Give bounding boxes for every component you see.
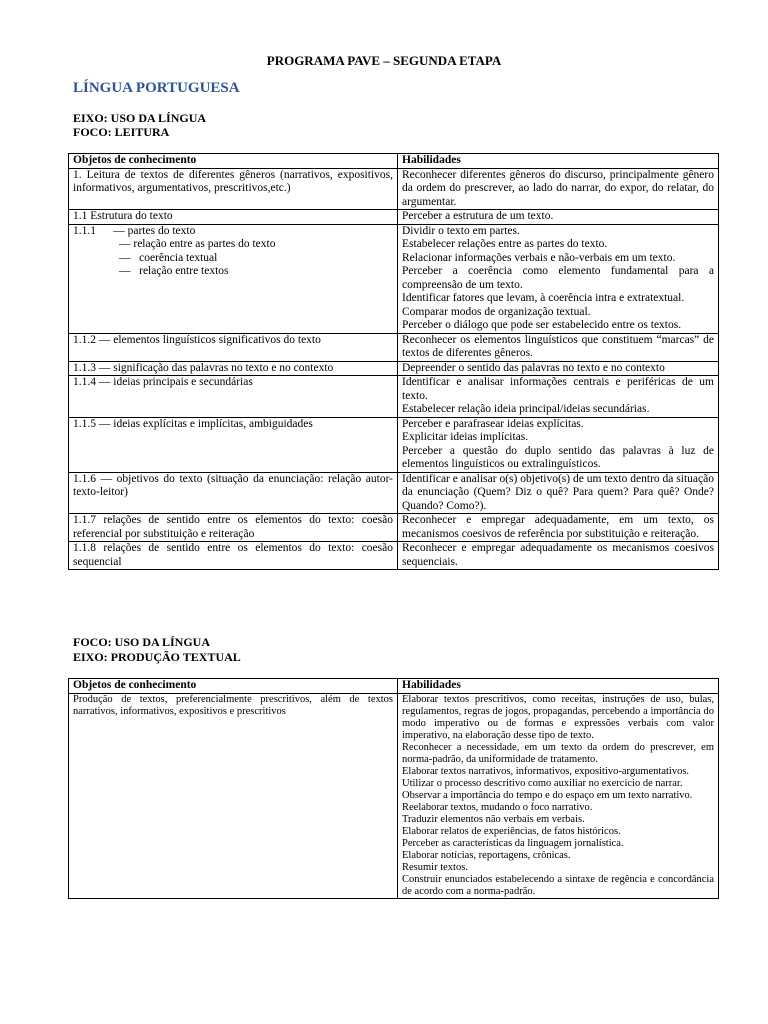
skills-cell bbox=[398, 333, 719, 361]
skill-line: Identificar e analisar informações centrais e periféricas de um texto. bbox=[402, 376, 714, 402]
skill-line: Observar a importância do tempo e do espaço em um texto narrativo. bbox=[402, 789, 693, 801]
column-header-skills: Habilidades bbox=[398, 154, 719, 169]
skill-line: Reconhecer a necessidade, em um texto da ordem do prescrever, em norma-padrão, da uniformidade de tratamento. bbox=[402, 741, 714, 765]
skills-cell bbox=[398, 376, 719, 418]
knowledge-object-cell bbox=[69, 333, 398, 361]
knowledge-object-cell bbox=[69, 168, 398, 210]
skill-line: Reconhecer e empregar adequadamente os mecanismos coesivos sequenciais. bbox=[402, 542, 714, 568]
table-row bbox=[69, 361, 719, 376]
reading-skills-table bbox=[68, 153, 719, 570]
table-row bbox=[69, 693, 719, 898]
skill-line: Utilizar o processo descritivo como auxiliar no exercício de narrar. bbox=[402, 777, 683, 789]
skill-line: Construir enunciados estabelecendo a sintaxe de regência e concordância de acordo com a norma-padrão. bbox=[402, 873, 714, 897]
subject-heading: LÍNGUA PORTUGUESA bbox=[73, 80, 240, 96]
skill-line: Reelaborar textos, mudando o foco narrativo. bbox=[402, 801, 593, 813]
skill-line: Perceber o diálogo que pode ser estabelecido entre os textos. bbox=[402, 319, 682, 331]
skill-line: Perceber a questão do duplo sentido das palavras à luz de elementos linguísticos ou extralinguísticos. bbox=[402, 444, 714, 470]
table-row bbox=[69, 333, 719, 361]
skill-line: Reconhecer e empregar adequadamente, em um texto, os mecanismos coesivos de referência por substituição e reiteração. bbox=[402, 514, 714, 540]
knowledge-object-line: 1.1.8 relações de sentido entre os elementos do texto: coesão sequencial bbox=[73, 542, 393, 568]
table-row bbox=[69, 376, 719, 418]
knowledge-object-cell bbox=[69, 210, 398, 225]
knowledge-object-cell bbox=[69, 361, 398, 376]
table-row bbox=[69, 417, 719, 472]
section1-eixo: EIXO: USO DA LÍNGUA bbox=[73, 111, 207, 125]
page-title: PROGRAMA PAVE – SEGUNDA ETAPA bbox=[266, 53, 502, 68]
knowledge-object-line: 1.1.4 — ideias principais e secundárias bbox=[73, 376, 253, 388]
skills-cell bbox=[398, 210, 719, 225]
knowledge-object-line: 1.1 Estrutura do texto bbox=[73, 210, 173, 222]
knowledge-object-line: — relação entre as partes do texto bbox=[119, 238, 276, 250]
knowledge-object-line: Produção de textos, preferencialmente prescritivos, além de textos narrativos, informativos, expositivos e prescritivos bbox=[73, 693, 393, 717]
knowledge-object-line: 1. Leitura de textos de diferentes gêneros (narrativos, expositivos, informativos, argumentativos, prescritivos,etc.) bbox=[73, 168, 393, 194]
skills-cell bbox=[398, 542, 719, 570]
knowledge-object-line: 1.1.6 — objetivos do texto (situação da enunciação: relação autor-texto-leitor) bbox=[73, 472, 393, 498]
skills-cell bbox=[398, 224, 719, 333]
knowledge-object-cell bbox=[69, 376, 398, 418]
skill-line: Perceber a estrutura de um texto. bbox=[402, 210, 554, 222]
skill-line: Resumir textos. bbox=[402, 861, 468, 873]
skill-line: Elaborar relatos de experiências, de fatos históricos. bbox=[402, 825, 621, 837]
skill-line: Elaborar notícias, reportagens, crônicas. bbox=[402, 849, 571, 861]
skills-cell bbox=[398, 361, 719, 376]
skills-cell bbox=[398, 693, 719, 898]
knowledge-object-cell bbox=[69, 224, 398, 333]
section2-foco: FOCO: USO DA LÍNGUA bbox=[73, 635, 211, 649]
knowledge-object-cell bbox=[69, 542, 398, 570]
skill-line: Perceber as características da linguagem jornalística. bbox=[402, 837, 624, 849]
table-header-row bbox=[69, 154, 719, 169]
knowledge-object-cell bbox=[69, 417, 398, 472]
skill-line: Perceber e parafrasear ideias explícitas. bbox=[402, 417, 584, 430]
skill-line: Estabelecer relações entre as partes do texto. bbox=[402, 238, 608, 250]
knowledge-object-line: 1.1.2 — elementos linguísticos significativos do texto bbox=[73, 333, 321, 346]
column-header-objects: Objetos de conhecimento bbox=[69, 154, 398, 169]
section2-eixo: EIXO: PRODUÇÃO TEXTUAL bbox=[73, 650, 241, 664]
skills-cell bbox=[398, 472, 719, 514]
skills-cell bbox=[398, 417, 719, 472]
column-header-skills: Habilidades bbox=[398, 679, 719, 694]
table-header-row bbox=[69, 679, 719, 694]
skill-line: Reconhecer os elementos linguísticos que constituem “marcas” de textos de diferentes gêneros. bbox=[402, 333, 714, 359]
knowledge-object-line: 1.1.3 — significação das palavras no texto e no contexto bbox=[73, 361, 334, 374]
skill-line: Reconhecer diferentes gêneros do discurso, principalmente gênero da ordem do prescrever, ao lado do narrar, do expor, do relatar, do argumentar. bbox=[402, 168, 714, 208]
production-skills-table bbox=[68, 678, 719, 899]
knowledge-object-line: — coerência textual bbox=[119, 251, 218, 264]
table-row bbox=[69, 168, 719, 210]
skill-line: Explicitar ideias implícitas. bbox=[402, 431, 529, 443]
skill-line: Estabelecer relação ideia principal/ideias secundárias. bbox=[402, 403, 650, 415]
skill-line: Dividir o texto em partes. bbox=[402, 224, 520, 237]
knowledge-object-cell bbox=[69, 693, 398, 898]
knowledge-object-line: 1.1.5 — ideias explícitas e implícitas, ambiguidades bbox=[73, 417, 313, 430]
table-row bbox=[69, 514, 719, 542]
skill-line: Traduzir elementos não verbais em verbais. bbox=[402, 813, 585, 825]
skill-line: Elaborar textos narrativos, informativos, expositivo-argumentativos. bbox=[402, 765, 690, 777]
table-row bbox=[69, 224, 719, 333]
skill-line: Depreender o sentido das palavras no texto e no contexto bbox=[402, 361, 665, 374]
knowledge-object-line: 1.1.7 relações de sentido entre os elementos do texto: coesão referencial por substituição e reiteração bbox=[73, 514, 393, 540]
skills-cell bbox=[398, 514, 719, 542]
skill-line: Perceber a coerência como elemento fundamental para a compreensão de um texto. bbox=[402, 265, 714, 291]
section1-foco: FOCO: LEITURA bbox=[73, 125, 170, 139]
skill-line: Identificar fatores que levam, à coerência intra e extratextual. bbox=[402, 292, 685, 304]
skill-line: Comparar modos de organização textual. bbox=[402, 305, 591, 318]
skill-line: Identificar e analisar o(s) objetivo(s) de um texto dentro da situação da enunciação (Quem? Diz o quê? Para quem? Para quê? Onde? Quando? Como?). bbox=[402, 472, 714, 512]
knowledge-object-cell bbox=[69, 514, 398, 542]
knowledge-object-cell bbox=[69, 472, 398, 514]
knowledge-object-line: 1.1.1 — partes do texto bbox=[73, 224, 196, 237]
knowledge-object-line: — relação entre textos bbox=[119, 265, 229, 277]
skill-line: Relacionar informações verbais e não-verbais em um texto. bbox=[402, 251, 676, 264]
table-row bbox=[69, 210, 719, 225]
column-header-objects: Objetos de conhecimento bbox=[69, 679, 398, 694]
table-row bbox=[69, 542, 719, 570]
table-row bbox=[69, 472, 719, 514]
skills-cell bbox=[398, 168, 719, 210]
skill-line: Elaborar textos prescritivos, como receitas, instruções de uso, bulas, regulamentos, regras de jogos, propagandas, percebendo a importância do modo imperativo ou de formas e expressões verbais com valor imperativo, na elaboração desse tipo de texto. bbox=[402, 693, 714, 741]
